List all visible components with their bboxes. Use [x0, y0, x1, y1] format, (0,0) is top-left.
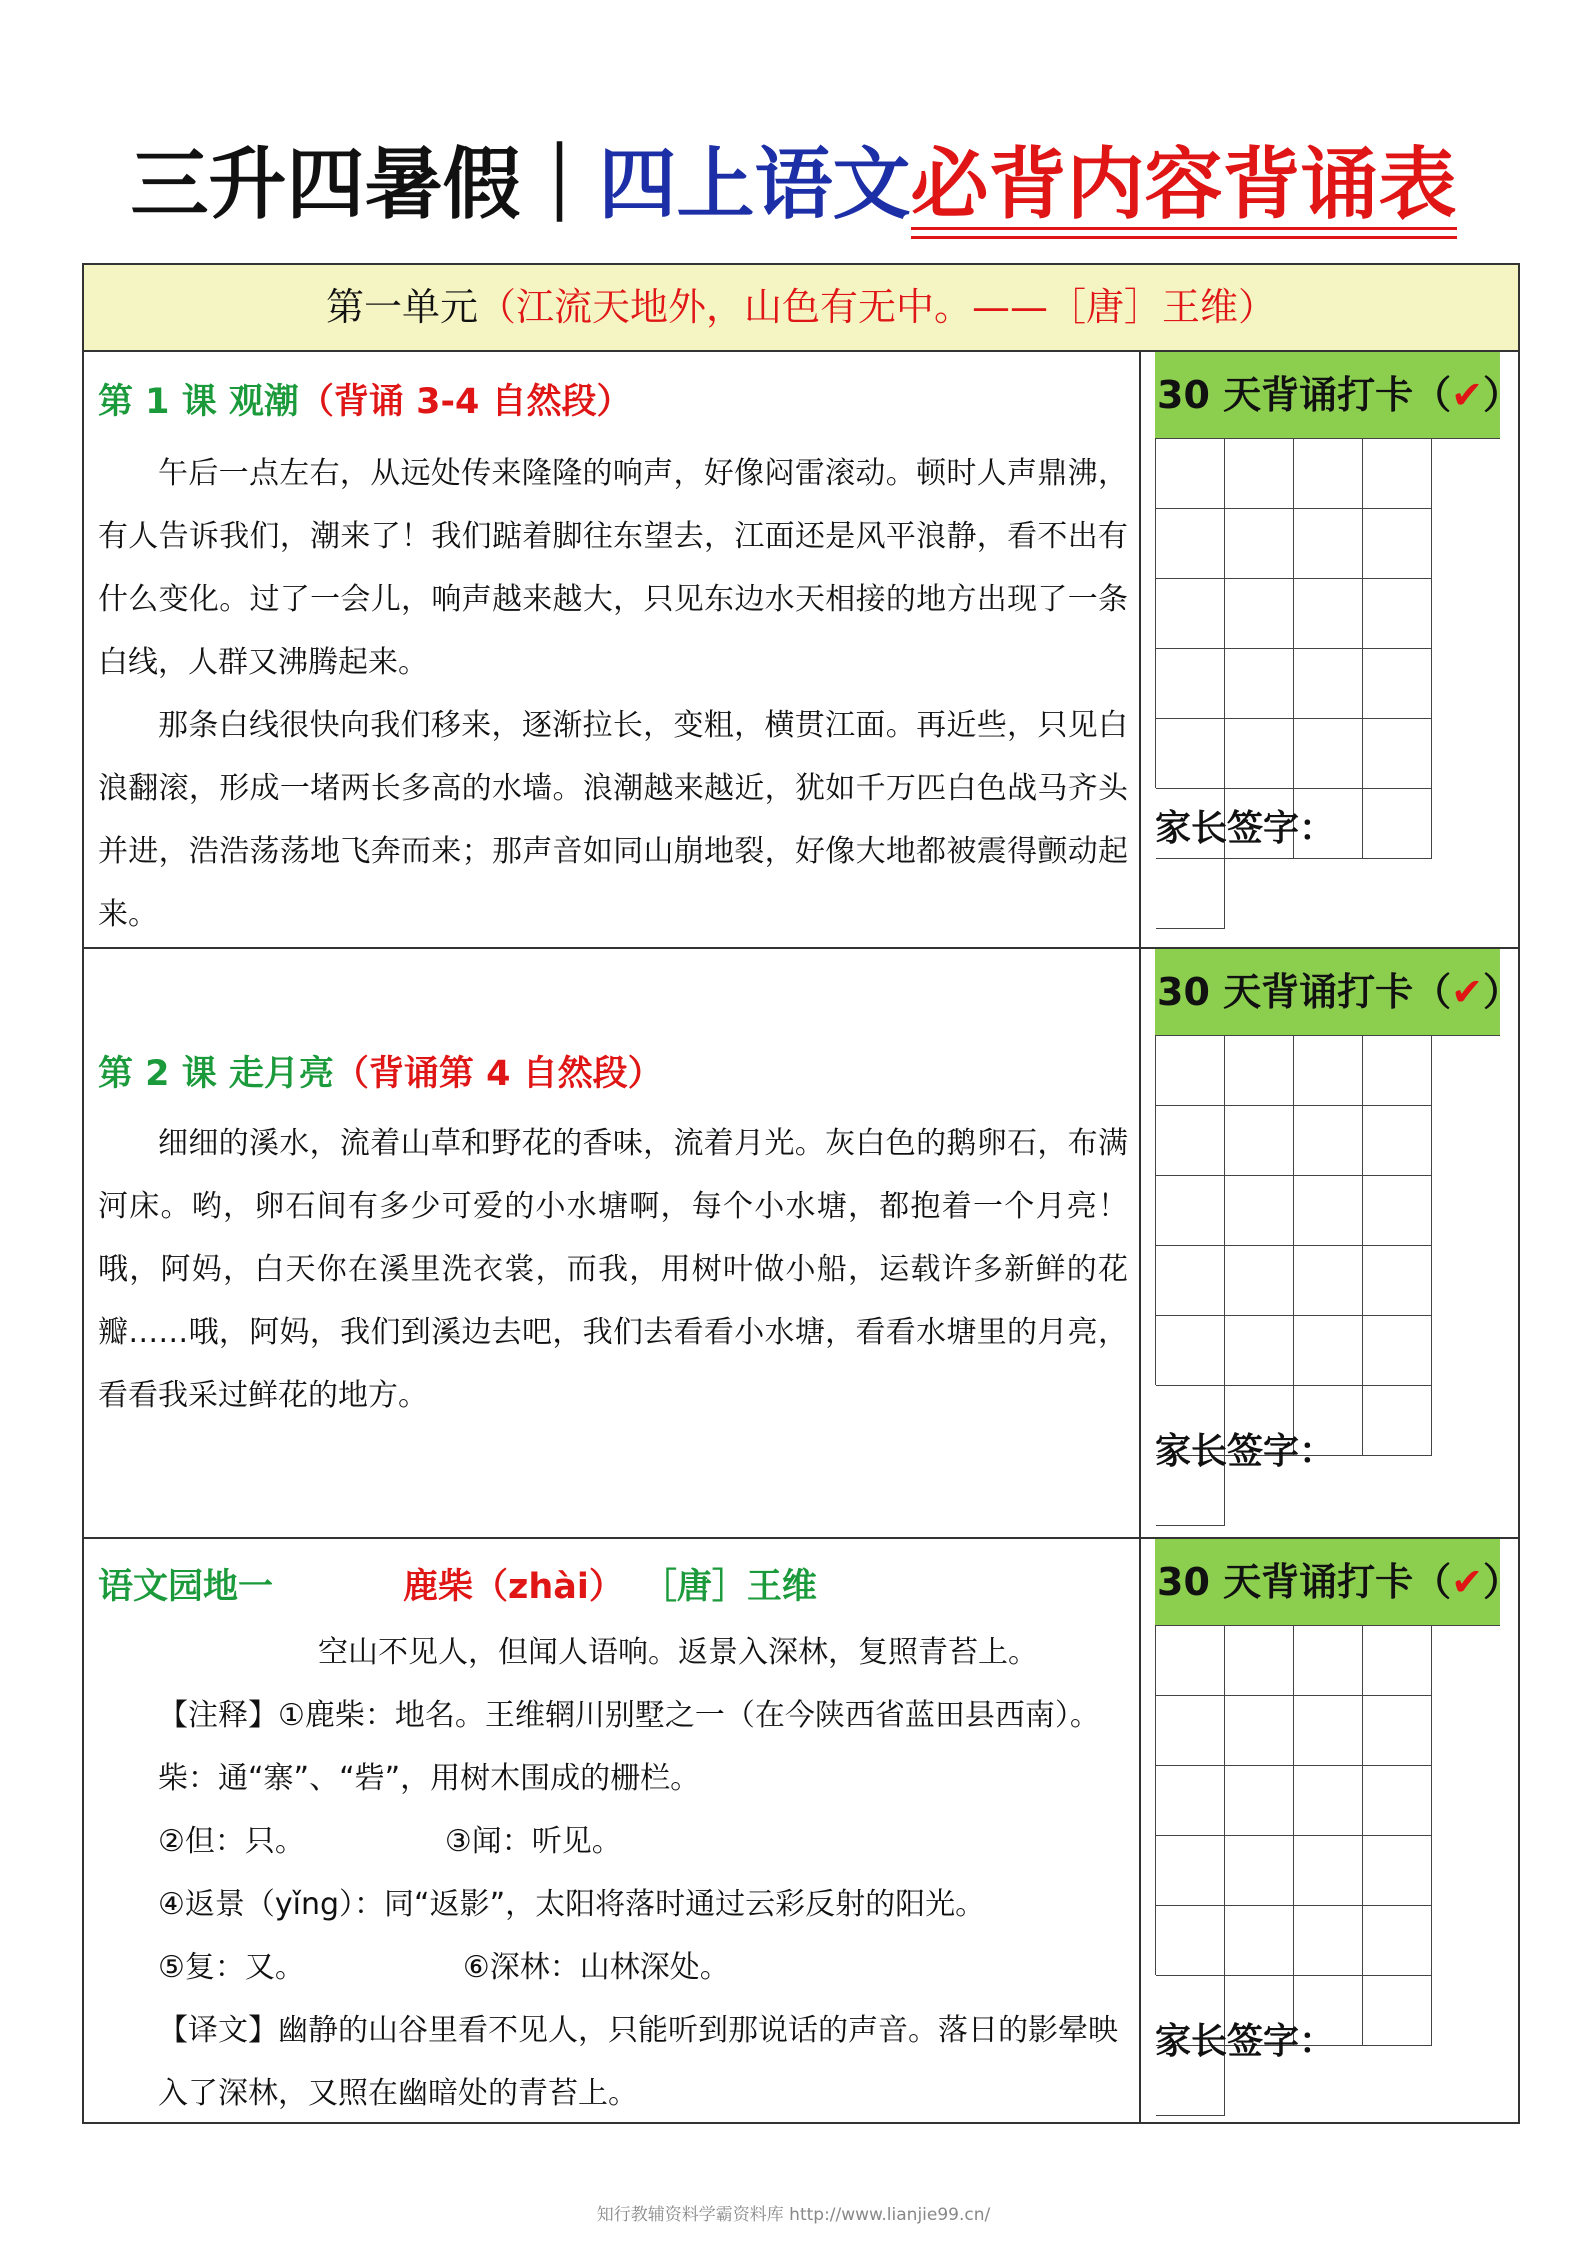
checkin-day-cell[interactable] — [1363, 509, 1432, 579]
checkin-day-cell[interactable] — [1363, 439, 1432, 509]
checkin-day-cell[interactable] — [1225, 1696, 1294, 1766]
checkin-day-cell[interactable] — [1294, 649, 1363, 719]
checkin-header-2 — [1155, 949, 1521, 1035]
checkin-panel-2 — [1141, 949, 1520, 1537]
checkin-day-cell[interactable] — [1156, 1626, 1225, 1696]
checkin-day-cell[interactable] — [1363, 1036, 1432, 1106]
checkin-day-cell[interactable] — [1225, 1036, 1294, 1106]
checkin-day-cell[interactable] — [1363, 1106, 1432, 1176]
lesson-content-1 — [84, 352, 1141, 947]
lesson-content-2 — [84, 949, 1141, 1537]
checkin-header-text: 30 天背诵打卡（ — [1157, 1560, 1452, 1604]
checkin-day-cell[interactable] — [1294, 719, 1363, 789]
title-part-table: 必背内容背诵表 — [911, 125, 1457, 245]
recitation-table — [82, 263, 1520, 2124]
checkin-day-cell[interactable] — [1363, 1386, 1432, 1456]
page-footer: 知行教辅资料学霸资料库 http://www.lianjie99.cn/ — [596, 2205, 991, 2225]
parent-signature-2: 家长签字： — [1155, 1431, 1336, 1472]
checkin-day-cell[interactable] — [1294, 1106, 1363, 1176]
checkin-day-cell[interactable] — [1294, 1696, 1363, 1766]
note-5: ⑤复：又。 — [158, 1950, 305, 1985]
checkin-header-close: ） — [1482, 373, 1521, 417]
note-1: 【注释】①鹿柴：地名。王维辋川别墅之一（在今陕西省蓝田县西南）。 — [158, 1698, 1100, 1733]
checkin-day-cell[interactable] — [1294, 1836, 1363, 1906]
checkin-day-cell[interactable] — [1225, 1836, 1294, 1906]
note-1-cont: 柴：通“寨”、“砦”，用树木围成的栅栏。 — [158, 1761, 701, 1796]
checkin-day-cell[interactable] — [1156, 649, 1225, 719]
unit-banner — [84, 265, 1518, 352]
checkin-day-cell[interactable] — [1225, 1906, 1294, 1976]
lesson-1-paragraph-2: 那条白线很快向我们移来，逐渐拉长，变粗，横贯江面。再近些，只见白浪翻滚，形成一堵两长多高的水墙。浪潮越来越近，犹如千万匹白色战马齐头并进，浩浩荡荡地飞奔而来；那声音如同山崩地裂，好像大地都被震得颤动起来。 — [98, 708, 1128, 932]
checkin-header-text: 30 天背诵打卡（ — [1157, 970, 1452, 1014]
checkin-day-cell[interactable] — [1225, 1176, 1294, 1246]
checkmark-icon: ✔ — [1451, 1560, 1483, 1604]
lesson-title-1 — [98, 374, 632, 424]
checkin-day-cell[interactable] — [1363, 1906, 1432, 1976]
lesson-row-2 — [84, 949, 1521, 1539]
checkin-day-cell[interactable] — [1225, 1246, 1294, 1316]
note-3: ③闻：听见。 — [444, 1824, 622, 1859]
checkmark-icon: ✔ — [1451, 373, 1483, 417]
lesson-content-3 — [84, 1539, 1141, 2124]
poem-author: ［唐］王维 — [641, 1567, 817, 1607]
checkin-day-cell[interactable] — [1294, 1766, 1363, 1836]
checkin-day-cell[interactable] — [1156, 1766, 1225, 1836]
checkin-day-cell[interactable] — [1294, 1906, 1363, 1976]
checkin-day-cell[interactable] — [1294, 1246, 1363, 1316]
checkin-day-cell[interactable] — [1294, 579, 1363, 649]
lesson-text-2 — [98, 1112, 1128, 1427]
lesson-title-3 — [98, 1559, 817, 1609]
unit-quote: （江流天地外，山色有无中。——［唐］王维） — [478, 285, 1277, 329]
checkin-grid-2[interactable] — [1155, 1035, 1500, 1385]
checkin-day-cell[interactable] — [1363, 1696, 1432, 1766]
checkin-day-cell[interactable] — [1363, 1246, 1432, 1316]
note-2: ②但：只。 — [158, 1824, 305, 1859]
checkin-day-cell[interactable] — [1225, 1316, 1294, 1386]
checkin-day-cell[interactable] — [1363, 1626, 1432, 1696]
checkin-day-cell[interactable] — [1363, 649, 1432, 719]
poem-text: 空山不见人，但闻人语响。返景入深林，复照青苔上。 — [318, 1635, 1038, 1670]
checkin-grid-3[interactable] — [1155, 1625, 1500, 1975]
checkin-grid-1[interactable] — [1155, 438, 1500, 788]
title-part-grade: 三升四暑假｜ — [130, 140, 599, 230]
checkin-day-cell[interactable] — [1294, 439, 1363, 509]
notes-2-3 — [98, 1810, 1128, 1873]
lesson-text-1 — [98, 442, 1128, 946]
checkin-day-cell[interactable] — [1225, 439, 1294, 509]
checkin-day-cell[interactable] — [1294, 509, 1363, 579]
notes-5-6 — [98, 1936, 1128, 1999]
checkin-day-cell[interactable] — [1363, 789, 1432, 859]
lesson-2-paragraph-1: 细细的溪水，流着山草和野花的香味，流着月光。灰白色的鹅卵石，布满河床。哟，卵石间有多少可爱的小水塘啊，每个小水塘，都抱着一个月亮！哦，阿妈，白天你在溪里洗衣裳，而我，用树叶做小船，运载许多新鲜的花瓣……哦，阿妈，我们到溪边去吧，我们去看看小水塘，看看水塘里的月亮，看看我采过鲜花的地方。 — [98, 1126, 1128, 1413]
checkin-header-close: ） — [1482, 1560, 1521, 1604]
checkin-day-cell[interactable] — [1225, 509, 1294, 579]
checkin-day-cell[interactable] — [1363, 1976, 1432, 2046]
checkin-day-cell[interactable] — [1156, 1246, 1225, 1316]
lesson-title-2-scope: （背诵第 4 自然段） — [333, 1054, 663, 1094]
checkin-header-1 — [1155, 352, 1521, 438]
checkin-day-cell[interactable] — [1156, 1836, 1225, 1906]
title-part-subject: 四上语文 — [598, 140, 911, 230]
note-4: ④返景（yǐng）：同“返影”，太阳将落时通过云彩反射的阳光。 — [158, 1887, 986, 1922]
checkin-day-cell[interactable] — [1294, 1316, 1363, 1386]
translation-line-1: 【译文】幽静的山谷里看不见人，只能听到那说话的声音。落日的影晕映 — [158, 2013, 1118, 2048]
checkin-day-cell[interactable] — [1225, 649, 1294, 719]
checkin-day-cell[interactable] — [1156, 1176, 1225, 1246]
lesson-1-paragraph-1: 午后一点左右，从远处传来隆隆的响声，好像闷雷滚动。顿时人声鼎沸，有人告诉我们，潮来了！我们踮着脚往东望去，江面还是风平浪静，看不出有什么变化。过了一会儿，响声越来越大，只见东边水天相接的地方出现了一条白线，人群又沸腾起来。 — [98, 456, 1128, 680]
checkin-day-cell[interactable] — [1294, 1176, 1363, 1246]
checkin-panel-1 — [1141, 352, 1520, 947]
unit-label: 第一单元 — [325, 285, 478, 329]
checkin-header-close: ） — [1482, 970, 1521, 1014]
parent-signature-1: 家长签字： — [1155, 808, 1336, 849]
checkin-day-cell[interactable] — [1363, 1176, 1432, 1246]
lesson-title-1-scope: （背诵 3-4 自然段） — [298, 382, 632, 422]
poem-title: 鹿柴（zhài） — [403, 1567, 624, 1607]
checkmark-icon: ✔ — [1451, 970, 1483, 1014]
parent-signature-3: 家长签字： — [1155, 2021, 1336, 2062]
checkin-day-cell[interactable] — [1156, 1906, 1225, 1976]
checkin-day-cell[interactable] — [1225, 1106, 1294, 1176]
checkin-day-cell[interactable] — [1156, 1036, 1225, 1106]
checkin-day-cell[interactable] — [1294, 1036, 1363, 1106]
checkin-day-cell[interactable] — [1156, 719, 1225, 789]
lesson-title-1-name: 第 1 课 观潮 — [98, 382, 299, 422]
checkin-day-cell[interactable] — [1225, 1626, 1294, 1696]
checkin-day-cell[interactable] — [1363, 1316, 1432, 1386]
checkin-day-cell[interactable] — [1156, 859, 1225, 929]
poem-section — [98, 1621, 1128, 2125]
checkin-day-cell[interactable] — [1363, 719, 1432, 789]
checkin-day-cell[interactable] — [1363, 1766, 1432, 1836]
checkin-panel-3 — [1141, 1539, 1520, 2124]
checkin-day-cell[interactable] — [1156, 509, 1225, 579]
checkin-day-cell[interactable] — [1363, 579, 1432, 649]
lesson-title-2-name: 第 2 课 走月亮 — [98, 1054, 334, 1094]
checkin-day-cell[interactable] — [1225, 579, 1294, 649]
page-title — [0, 125, 1587, 245]
note-6: ⑥深林：山林深处。 — [462, 1950, 730, 1985]
checkin-day-cell[interactable] — [1156, 1316, 1225, 1386]
lesson-title-2 — [98, 1046, 663, 1096]
checkin-day-cell[interactable] — [1156, 1696, 1225, 1766]
lesson-row-1 — [84, 352, 1521, 949]
lesson-row-3 — [84, 1539, 1521, 2124]
checkin-day-cell[interactable] — [1156, 1106, 1225, 1176]
checkin-header-3 — [1155, 1539, 1521, 1625]
checkin-day-cell[interactable] — [1363, 1836, 1432, 1906]
checkin-header-text: 30 天背诵打卡（ — [1157, 373, 1452, 417]
checkin-day-cell[interactable] — [1225, 719, 1294, 789]
checkin-day-cell[interactable] — [1294, 1626, 1363, 1696]
checkin-day-cell[interactable] — [1225, 1766, 1294, 1836]
lesson-title-3-name: 语文园地一 — [98, 1567, 274, 1607]
translation-line-2: 入了深林，又照在幽暗处的青苔上。 — [158, 2076, 638, 2111]
checkin-day-cell[interactable] — [1156, 439, 1225, 509]
checkin-day-cell[interactable] — [1156, 579, 1225, 649]
